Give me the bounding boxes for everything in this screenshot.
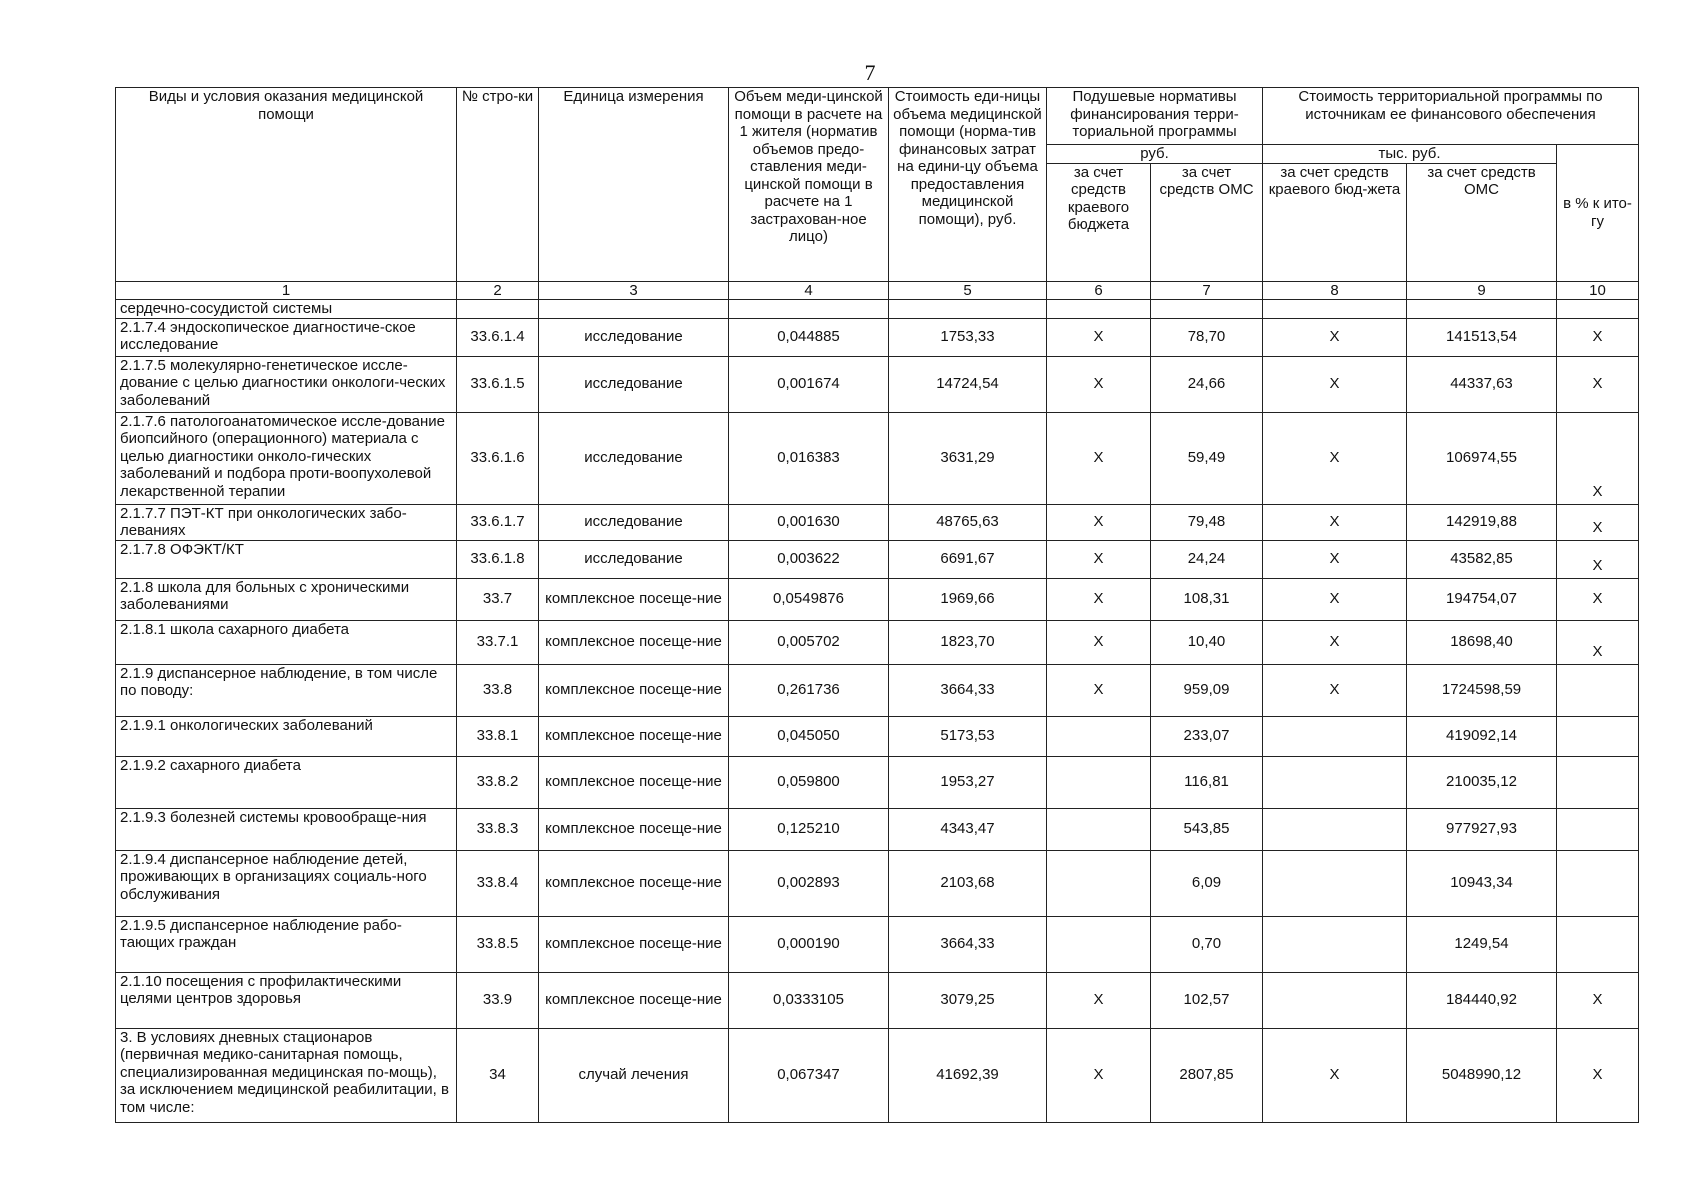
row-per-capita-oms: 24,24 <box>1151 540 1263 578</box>
row-program-budget: X <box>1263 318 1407 356</box>
row-name: 2.1.9.4 диспансерное наблюдение детей, проживающих в организациях социаль-ного обслуживания <box>116 850 457 916</box>
row-program-budget: X <box>1263 412 1407 504</box>
row-percent <box>1557 756 1639 808</box>
row-percent <box>1557 664 1639 716</box>
row-unit: комплексное посеще-ние <box>539 972 729 1028</box>
row-program-oms <box>1407 299 1557 318</box>
row-number: 33.7 <box>457 578 539 620</box>
row-unit: комплексное посеще-ние <box>539 620 729 664</box>
row-cost: 3079,25 <box>889 972 1047 1028</box>
row-volume: 0,003622 <box>729 540 889 578</box>
header-volume: Объем меди-цинской помощи в расчете на 1 жителя (норматив объемов предо-ставления меди-цинской помощи в расчете на 1 застрахован-ное лицо) <box>729 88 889 282</box>
row-program-budget: X <box>1263 540 1407 578</box>
row-program-budget <box>1263 716 1407 756</box>
row-unit: комплексное посеще-ние <box>539 850 729 916</box>
row-unit: комплексное посеще-ние <box>539 578 729 620</box>
row-per-capita-budget: X <box>1047 540 1151 578</box>
row-percent <box>1557 299 1639 318</box>
row-per-capita-oms: 59,49 <box>1151 412 1263 504</box>
row-per-capita-oms: 959,09 <box>1151 664 1263 716</box>
row-name: 2.1.10 посещения с профилактическими целями центров здоровья <box>116 972 457 1028</box>
row-number: 34 <box>457 1028 539 1122</box>
row-per-capita-oms: 79,48 <box>1151 504 1263 540</box>
row-percent <box>1557 808 1639 850</box>
table-row <box>116 716 1639 756</box>
row-unit: исследование <box>539 412 729 504</box>
header-types: Виды и условия оказания медицинской помощи <box>116 88 457 282</box>
table-row <box>116 504 1639 540</box>
table-row <box>116 808 1639 850</box>
row-program-oms: 1724598,59 <box>1407 664 1557 716</box>
row-volume: 0,261736 <box>729 664 889 716</box>
row-number: 33.6.1.4 <box>457 318 539 356</box>
col-number: 6 <box>1047 281 1151 299</box>
row-program-budget: X <box>1263 578 1407 620</box>
row-program-budget <box>1263 850 1407 916</box>
row-percent: X <box>1557 620 1639 664</box>
row-unit: комплексное посеще-ние <box>539 808 729 850</box>
row-per-capita-budget <box>1047 916 1151 972</box>
row-percent <box>1557 850 1639 916</box>
row-program-budget <box>1263 808 1407 850</box>
row-per-capita-budget: X <box>1047 318 1151 356</box>
row-per-capita-oms: 116,81 <box>1151 756 1263 808</box>
row-number: 33.8.1 <box>457 716 539 756</box>
row-program-oms: 142919,88 <box>1407 504 1557 540</box>
row-program-oms: 10943,34 <box>1407 850 1557 916</box>
col-number: 5 <box>889 281 1047 299</box>
row-unit: исследование <box>539 318 729 356</box>
table-row <box>116 318 1639 356</box>
row-volume: 0,067347 <box>729 1028 889 1122</box>
header-unit-rub: руб. <box>1047 145 1263 164</box>
row-per-capita-oms: 78,70 <box>1151 318 1263 356</box>
row-number <box>457 299 539 318</box>
header-pr-oms: за счет средств ОМС <box>1407 163 1557 281</box>
row-cost: 1969,66 <box>889 578 1047 620</box>
row-per-capita-oms <box>1151 299 1263 318</box>
row-volume: 0,000190 <box>729 916 889 972</box>
table-row <box>116 916 1639 972</box>
row-cost: 1953,27 <box>889 756 1047 808</box>
row-number: 33.6.1.5 <box>457 356 539 412</box>
row-program-oms: 194754,07 <box>1407 578 1557 620</box>
row-unit: комплексное посеще-ние <box>539 756 729 808</box>
row-volume: 0,0333105 <box>729 972 889 1028</box>
row-volume: 0,125210 <box>729 808 889 850</box>
header-cost: Стоимость еди-ницы объема медицинской помощи (норма-тив финансовых затрат на едини-цу объема предоставления медицинской помощи), руб. <box>889 88 1047 282</box>
header-program-cost: Стоимость территориальной программы по источникам ее финансового обеспечения <box>1263 88 1639 145</box>
row-per-capita-budget: X <box>1047 972 1151 1028</box>
row-unit: исследование <box>539 356 729 412</box>
row-name: 2.1.7.5 молекулярно-генетическое иссле-дование с целью диагностики онкологи-ческих заболеваний <box>116 356 457 412</box>
row-percent: X <box>1557 318 1639 356</box>
row-cost: 48765,63 <box>889 504 1047 540</box>
row-unit: комплексное посеще-ние <box>539 716 729 756</box>
header-row-no: № стро-ки <box>457 88 539 282</box>
row-program-budget: X <box>1263 620 1407 664</box>
header-unit-thousand-rub: тыс. руб. <box>1263 145 1557 164</box>
row-per-capita-oms: 233,07 <box>1151 716 1263 756</box>
header-unit: Единица измерения <box>539 88 729 282</box>
row-program-oms: 5048990,12 <box>1407 1028 1557 1122</box>
header-pc-oms: за счет средств ОМС <box>1151 163 1263 281</box>
row-name: 2.1.7.4 эндоскопическое диагностиче-ское исследование <box>116 318 457 356</box>
col-number: 9 <box>1407 281 1557 299</box>
row-program-oms: 419092,14 <box>1407 716 1557 756</box>
table-row <box>116 972 1639 1028</box>
row-number: 33.8.4 <box>457 850 539 916</box>
table-row <box>116 412 1639 504</box>
row-program-oms: 184440,92 <box>1407 972 1557 1028</box>
row-number: 33.7.1 <box>457 620 539 664</box>
row-name: 2.1.9.5 диспансерное наблюдение рабо-тающих граждан <box>116 916 457 972</box>
row-per-capita-budget: X <box>1047 356 1151 412</box>
col-number: 3 <box>539 281 729 299</box>
row-name: 2.1.9 диспансерное наблюдение, в том числе по поводу: <box>116 664 457 716</box>
row-name: 2.1.7.6 патологоанатомическое иссле-дование биопсийного (операционного) материала с целью диагностики онколо-гических заболеваний и подбора проти-воопухолевой лекарственной терапии <box>116 412 457 504</box>
header-per-capita: Подушевые нормативы финансирования терри-ториальной программы <box>1047 88 1263 145</box>
row-per-capita-budget: X <box>1047 578 1151 620</box>
row-percent: X <box>1557 578 1639 620</box>
row-percent: X <box>1557 972 1639 1028</box>
row-percent <box>1557 716 1639 756</box>
row-name: 2.1.9.2 сахарного диабета <box>116 756 457 808</box>
row-number: 33.8.5 <box>457 916 539 972</box>
row-program-oms: 210035,12 <box>1407 756 1557 808</box>
table-row <box>116 1028 1639 1122</box>
col-number: 2 <box>457 281 539 299</box>
row-program-budget: X <box>1263 504 1407 540</box>
row-per-capita-oms: 6,09 <box>1151 850 1263 916</box>
row-volume: 0,001674 <box>729 356 889 412</box>
row-number: 33.6.1.6 <box>457 412 539 504</box>
row-name: 2.1.9.1 онкологических заболеваний <box>116 716 457 756</box>
row-volume: 0,016383 <box>729 412 889 504</box>
row-program-budget <box>1263 916 1407 972</box>
row-name: 2.1.8.1 школа сахарного диабета <box>116 620 457 664</box>
row-unit: исследование <box>539 540 729 578</box>
row-cost: 6691,67 <box>889 540 1047 578</box>
col-number: 4 <box>729 281 889 299</box>
row-program-oms: 43582,85 <box>1407 540 1557 578</box>
row-percent: X <box>1557 412 1639 504</box>
financing-table <box>115 87 1639 1123</box>
row-unit <box>539 299 729 318</box>
header-pr-budget: за счет средств краевого бюд-жета <box>1263 163 1407 281</box>
table-row <box>116 299 1639 318</box>
row-program-oms: 141513,54 <box>1407 318 1557 356</box>
col-number: 10 <box>1557 281 1639 299</box>
row-volume: 0,045050 <box>729 716 889 756</box>
row-volume: 0,001630 <box>729 504 889 540</box>
table-row <box>116 620 1639 664</box>
table-row <box>116 356 1639 412</box>
row-per-capita-budget: X <box>1047 412 1151 504</box>
row-percent: X <box>1557 504 1639 540</box>
row-volume: 0,005702 <box>729 620 889 664</box>
row-number: 33.8.3 <box>457 808 539 850</box>
row-name: сердечно-сосудистой системы <box>116 299 457 318</box>
row-volume: 0,0549876 <box>729 578 889 620</box>
row-cost: 41692,39 <box>889 1028 1047 1122</box>
row-number: 33.8 <box>457 664 539 716</box>
row-number: 33.6.1.7 <box>457 504 539 540</box>
row-name: 2.1.9.3 болезней системы кровообраще-ния <box>116 808 457 850</box>
row-cost: 3631,29 <box>889 412 1047 504</box>
row-percent: X <box>1557 1028 1639 1122</box>
row-cost: 4343,47 <box>889 808 1047 850</box>
row-volume: 0,044885 <box>729 318 889 356</box>
row-unit: случай лечения <box>539 1028 729 1122</box>
row-program-oms: 977927,93 <box>1407 808 1557 850</box>
header-percent: в % к ито-гу <box>1557 145 1639 282</box>
table-row <box>116 578 1639 620</box>
col-number: 8 <box>1263 281 1407 299</box>
row-per-capita-budget <box>1047 716 1151 756</box>
row-per-capita-budget: X <box>1047 504 1151 540</box>
row-per-capita-budget <box>1047 756 1151 808</box>
row-per-capita-budget <box>1047 808 1151 850</box>
col-number: 7 <box>1151 281 1263 299</box>
page-number: 7 <box>864 60 876 85</box>
row-number: 33.9 <box>457 972 539 1028</box>
row-cost: 1823,70 <box>889 620 1047 664</box>
row-per-capita-budget <box>1047 299 1151 318</box>
row-name: 2.1.8 школа для больных с хроническими заболеваниями <box>116 578 457 620</box>
row-cost: 3664,33 <box>889 916 1047 972</box>
row-number: 33.6.1.8 <box>457 540 539 578</box>
row-program-oms: 44337,63 <box>1407 356 1557 412</box>
row-name: 2.1.7.7 ПЭТ-КТ при онкологических забо-леваниях <box>116 504 457 540</box>
row-per-capita-oms: 10,40 <box>1151 620 1263 664</box>
row-program-budget: X <box>1263 664 1407 716</box>
row-program-budget <box>1263 972 1407 1028</box>
row-per-capita-oms: 0,70 <box>1151 916 1263 972</box>
row-per-capita-oms: 2807,85 <box>1151 1028 1263 1122</box>
row-per-capita-budget: X <box>1047 1028 1151 1122</box>
table-row <box>116 850 1639 916</box>
row-name: 3. В условиях дневных стационаров (первичная медико-санитарная помощь, специализированная медицинская по-мощь), за исключением медицинской реабилитации, в том числе: <box>116 1028 457 1122</box>
row-cost: 5173,53 <box>889 716 1047 756</box>
row-program-budget <box>1263 299 1407 318</box>
row-unit: исследование <box>539 504 729 540</box>
row-percent: X <box>1557 356 1639 412</box>
row-per-capita-budget: X <box>1047 620 1151 664</box>
row-unit: комплексное посеще-ние <box>539 664 729 716</box>
row-cost: 2103,68 <box>889 850 1047 916</box>
row-cost: 14724,54 <box>889 356 1047 412</box>
row-per-capita-budget: X <box>1047 664 1151 716</box>
row-per-capita-oms: 108,31 <box>1151 578 1263 620</box>
row-percent: X <box>1557 540 1639 578</box>
header-pc-budget: за счет средств краевого бюджета <box>1047 163 1151 281</box>
row-program-budget: X <box>1263 356 1407 412</box>
row-program-budget <box>1263 756 1407 808</box>
row-volume: 0,059800 <box>729 756 889 808</box>
row-cost: 3664,33 <box>889 664 1047 716</box>
row-per-capita-budget <box>1047 850 1151 916</box>
row-cost <box>889 299 1047 318</box>
table-row <box>116 540 1639 578</box>
row-per-capita-oms: 543,85 <box>1151 808 1263 850</box>
row-per-capita-oms: 102,57 <box>1151 972 1263 1028</box>
row-per-capita-oms: 24,66 <box>1151 356 1263 412</box>
row-volume: 0,002893 <box>729 850 889 916</box>
row-program-oms: 106974,55 <box>1407 412 1557 504</box>
row-percent <box>1557 916 1639 972</box>
row-unit: комплексное посеще-ние <box>539 916 729 972</box>
row-program-oms: 1249,54 <box>1407 916 1557 972</box>
col-number: 1 <box>116 281 457 299</box>
table-row <box>116 756 1639 808</box>
row-volume <box>729 299 889 318</box>
row-number: 33.8.2 <box>457 756 539 808</box>
row-name: 2.1.7.8 ОФЭКТ/КТ <box>116 540 457 578</box>
table-row <box>116 664 1639 716</box>
row-program-oms: 18698,40 <box>1407 620 1557 664</box>
row-program-budget: X <box>1263 1028 1407 1122</box>
row-cost: 1753,33 <box>889 318 1047 356</box>
